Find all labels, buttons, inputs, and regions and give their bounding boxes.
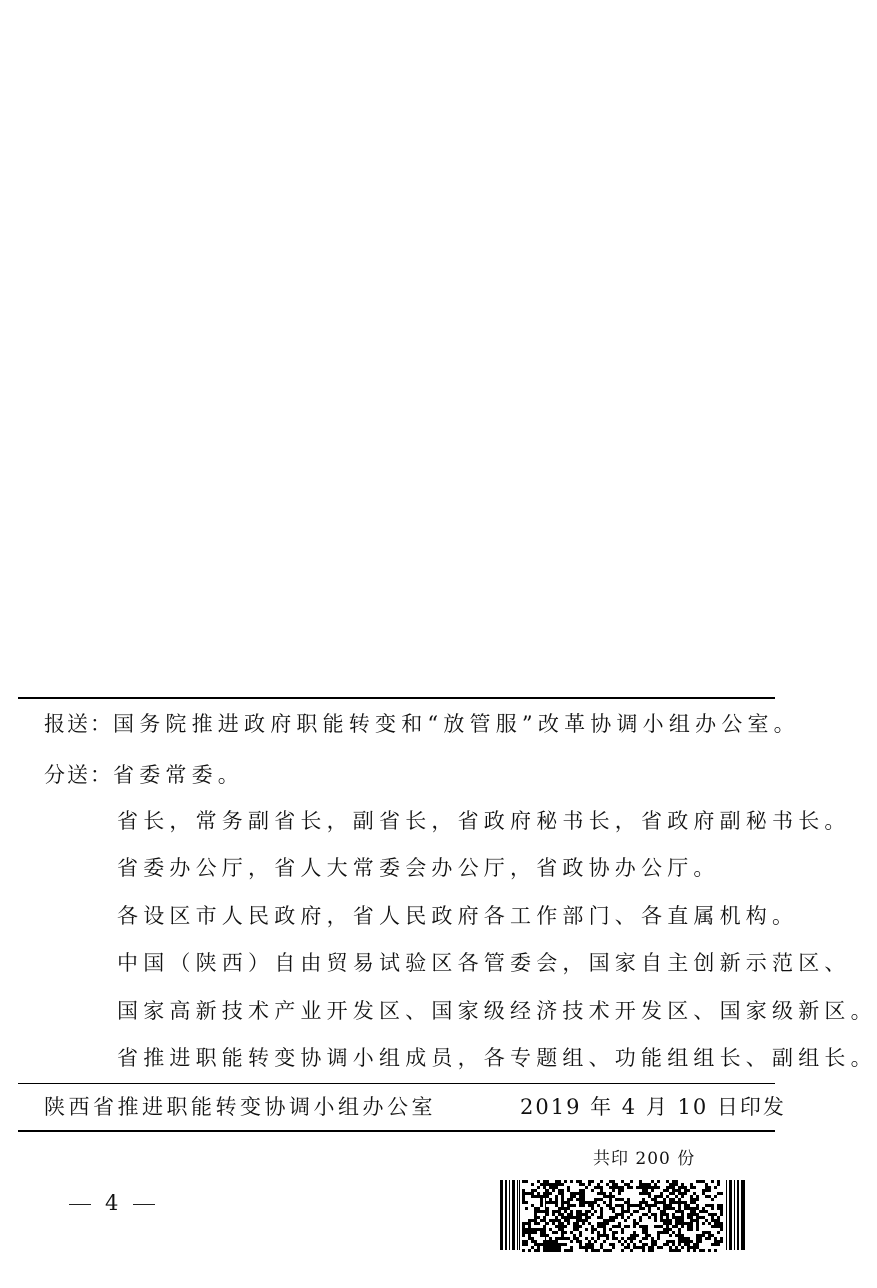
bottom-rule xyxy=(18,1130,775,1132)
copy-to-item: 中国（陕西）自由贸易试验区各管委会，国家自主创新示范区、 xyxy=(117,951,851,975)
copy-to-item: 省委办公厅，省人大常委会办公厅，省政协办公厅。 xyxy=(117,856,720,880)
copy-to-line xyxy=(44,765,244,786)
report-to-text: 国务院推进政府职能转变和“放管服”改革协调小组办公室。 xyxy=(113,712,800,736)
barcode-icon xyxy=(500,1180,747,1250)
page-number xyxy=(55,1191,169,1215)
report-to-label: 报送： xyxy=(44,712,113,736)
report-to-line xyxy=(44,714,800,735)
middle-rule xyxy=(18,1083,775,1084)
issue-date: 2019 年 4 月 10 日印发 xyxy=(520,1095,786,1119)
copy-to-item: 国家高新技术产业开发区、国家级经济技术开发区、国家级新区。 xyxy=(117,999,877,1023)
page-number-value: 4 xyxy=(105,1191,120,1215)
copies-count: 共印 200 份 xyxy=(593,1149,696,1169)
issuer: 陕西省推进职能转变协调小组办公室 xyxy=(44,1095,436,1119)
copy-to-item: 各设区市人民政府，省人民政府各工作部门、各直属机构。 xyxy=(117,904,799,928)
copy-to-item: 省推进职能转变协调小组成员，各专题组、功能组组长、副组长。 xyxy=(117,1046,877,1070)
copy-to-item: 省长，常务副省长，副省长，省政府秘书长，省政府副秘书长。 xyxy=(117,809,851,833)
top-rule xyxy=(18,697,775,699)
dash-left xyxy=(69,1204,91,1205)
barcode-bars xyxy=(500,1180,745,1252)
dash-right xyxy=(133,1204,155,1205)
copy-to-item: 省委常委。 xyxy=(113,763,244,787)
copy-to-label: 分送： xyxy=(44,763,113,787)
